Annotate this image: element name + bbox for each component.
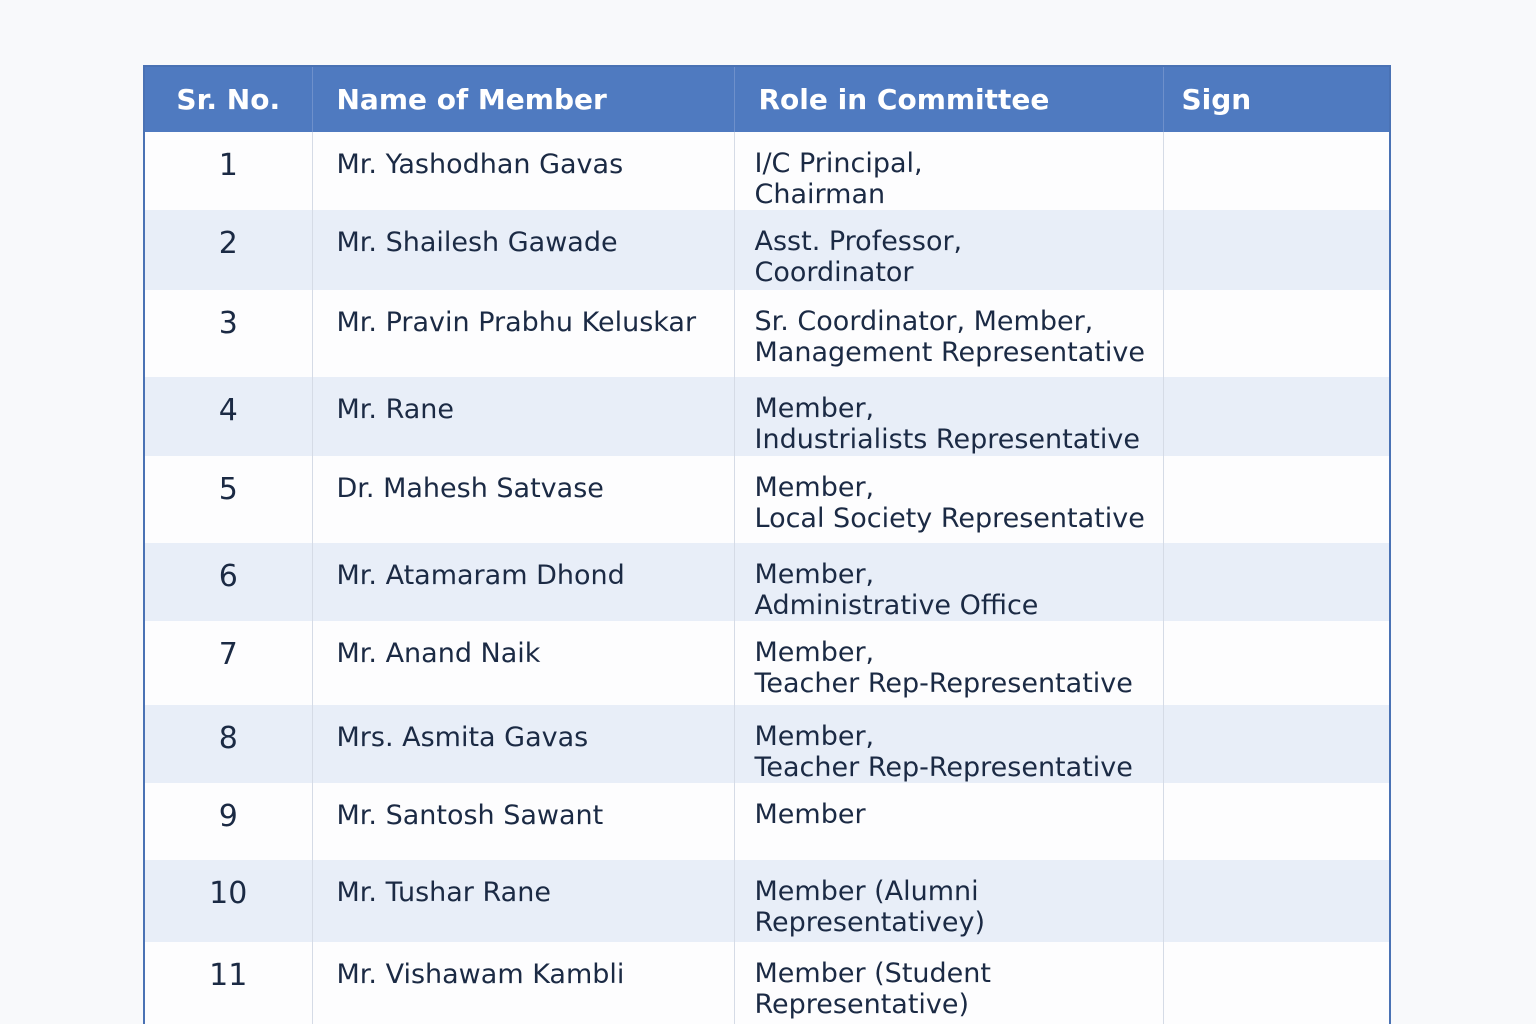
table-row <box>145 705 1389 783</box>
cell-sign <box>1163 377 1389 456</box>
role-line-1: Sr. Coordinator, Member, <box>754 306 1094 337</box>
table-row <box>145 543 1389 621</box>
role-line-2: Coordinator <box>754 257 914 288</box>
cell-member-name: Mr. Tushar Rane <box>312 860 734 942</box>
committee-members-table <box>145 67 1389 1024</box>
cell-sign <box>1163 860 1389 942</box>
cell-sr-no: 1 <box>145 132 312 210</box>
cell-sign <box>1163 456 1389 543</box>
table-row <box>145 860 1389 942</box>
header-role-in-committee: Role in Committee <box>734 67 1163 132</box>
table-row <box>145 290 1389 377</box>
cell-sr-no: 2 <box>145 210 312 290</box>
role-line-1: Member, <box>754 637 875 668</box>
committee-table-container <box>143 65 1391 1024</box>
cell-role <box>734 621 1163 705</box>
cell-role <box>734 543 1163 621</box>
role-line-2: Chairman <box>754 179 886 210</box>
role-line-1: Member (Student <box>754 958 991 989</box>
role-line-2: Representative) <box>754 989 970 1020</box>
cell-sign <box>1163 543 1389 621</box>
cell-sign <box>1163 705 1389 783</box>
cell-sign <box>1163 942 1389 1024</box>
cell-role <box>734 456 1163 543</box>
cell-member-name: Mr. Anand Naik <box>312 621 734 705</box>
role-line-1: Member <box>754 799 866 830</box>
cell-member-name: Mr. Pravin Prabhu Keluskar <box>312 290 734 377</box>
cell-member-name: Mr. Rane <box>312 377 734 456</box>
cell-sign <box>1163 783 1389 860</box>
table-row <box>145 210 1389 290</box>
cell-sr-no: 4 <box>145 377 312 456</box>
cell-role <box>734 705 1163 783</box>
header-name-of-member: Name of Member <box>312 67 734 132</box>
table-row <box>145 621 1389 705</box>
role-line-2: Administrative Office <box>754 590 1039 621</box>
cell-role <box>734 377 1163 456</box>
cell-sr-no: 9 <box>145 783 312 860</box>
cell-sign <box>1163 210 1389 290</box>
role-line-2: Teacher Rep-Representative <box>754 752 1133 783</box>
table-header-row <box>145 67 1389 132</box>
role-line-1: Member, <box>754 472 875 503</box>
role-line-1: I/C Principal, <box>754 148 923 179</box>
cell-sign <box>1163 132 1389 210</box>
header-sign: Sign <box>1163 67 1389 132</box>
role-line-2: Local Society Representative <box>754 503 1145 534</box>
role-line-2: Representativey) <box>754 907 986 938</box>
table-row <box>145 377 1389 456</box>
cell-sr-no: 7 <box>145 621 312 705</box>
cell-role <box>734 132 1163 210</box>
cell-sign <box>1163 621 1389 705</box>
cell-role <box>734 290 1163 377</box>
cell-sr-no: 8 <box>145 705 312 783</box>
cell-role <box>734 860 1163 942</box>
cell-member-name: Mr. Shailesh Gawade <box>312 210 734 290</box>
role-line-2: Industrialists Representative <box>754 424 1140 455</box>
cell-role <box>734 783 1163 860</box>
cell-sr-no: 5 <box>145 456 312 543</box>
cell-sr-no: 10 <box>145 860 312 942</box>
cell-role <box>734 942 1163 1024</box>
role-line-1: Member, <box>754 721 875 752</box>
cell-member-name: Mrs. Asmita Gavas <box>312 705 734 783</box>
role-line-1: Member, <box>754 559 875 590</box>
cell-role <box>734 210 1163 290</box>
table-row <box>145 456 1389 543</box>
role-line-2: Teacher Rep-Representative <box>754 668 1133 699</box>
cell-member-name: Mr. Vishawam Kambli <box>312 942 734 1024</box>
cell-member-name: Mr. Yashodhan Gavas <box>312 132 734 210</box>
header-sr-no: Sr. No. <box>145 67 312 132</box>
table-row <box>145 132 1389 210</box>
role-line-1: Asst. Professor, <box>754 226 963 257</box>
cell-member-name: Mr. Santosh Sawant <box>312 783 734 860</box>
role-line-2: Management Representative <box>754 337 1145 368</box>
cell-sign <box>1163 290 1389 377</box>
role-line-1: Member (Alumni <box>754 876 979 907</box>
cell-sr-no: 3 <box>145 290 312 377</box>
cell-member-name: Dr. Mahesh Satvase <box>312 456 734 543</box>
cell-sr-no: 6 <box>145 543 312 621</box>
cell-sr-no: 11 <box>145 942 312 1024</box>
table-row <box>145 783 1389 860</box>
cell-member-name: Mr. Atamaram Dhond <box>312 543 734 621</box>
table-row <box>145 942 1389 1024</box>
role-line-1: Member, <box>754 393 875 424</box>
